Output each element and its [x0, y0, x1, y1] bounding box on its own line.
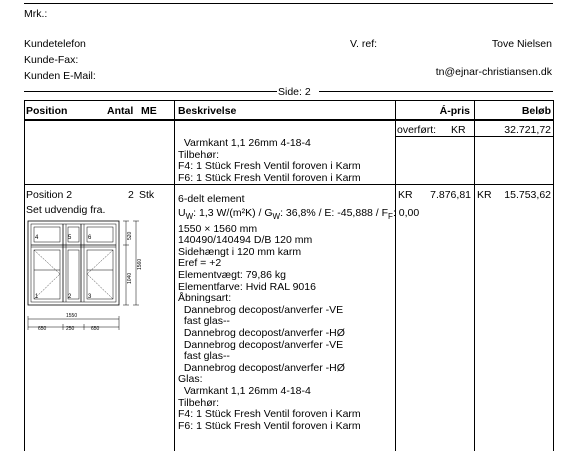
window-elevation-drawing — [25, 218, 145, 333]
col-header-apris: Á-pris — [439, 105, 470, 117]
dim-mid: 250 — [66, 326, 75, 332]
dim-left: 650 — [38, 326, 47, 332]
ref-label: V. ref: — [350, 38, 378, 50]
dim-top: 520 — [127, 231, 133, 240]
pane-number: 6 — [88, 235, 92, 241]
dim-right: 650 — [91, 326, 100, 332]
description-line: 6-delt element — [178, 193, 245, 205]
dim-width: 1550 — [66, 313, 78, 319]
pane-number: 5 — [68, 235, 72, 241]
col-header-antal: Antal — [107, 105, 134, 117]
fax-label: Kunde-Fax: — [24, 54, 79, 66]
item-total: 15.753,62 — [504, 189, 551, 201]
item-position: Position 2 — [26, 189, 73, 201]
item-description: 6-delt element $U_W$: 1,3 $W/(m^2K) / G_W$: 36,8% / E: $-45,888 / F_F$: 0,00 1550 × 1560 mm 140490/140494 D/B 120 mm Sidehængt i 120 mm karm Eref = +2 Elementvægt: 79,86 kg Elementfarve: Hvid RAL 9016 Åbningsart: Dannebrog decopost/anverfer -VE fast glas-- Dannebrog decopost/anverfer -HØ Dannebrog decopost/anverfer -VE fast glas-- Dannebrog decopost/anverfer -HØ Glas: Varmkant 1,1 26mm 4-18-4 Tilbehør: F4: 1 Stück Fresh Ventil foroven i Karm F6: 1 Stück Fresh Ventil foroven i Karm — [178, 193, 420, 432]
u-value-line: $U_W$: 1,3 $W/(m^2K) / G_W$: 36,8% / E: $-45,888 / F_F$: 0,00 — [178, 206, 420, 221]
col-header-me: ME — [141, 105, 157, 117]
item-total-currency: KR — [477, 189, 492, 201]
mrk-label: Mrk.: — [24, 8, 48, 20]
email-label: Kunden E-Mail: — [24, 70, 96, 82]
page-number: Side: 2 — [278, 86, 311, 98]
carry-over-currency: KR — [451, 124, 466, 136]
col-header-beskrivelse: Beskrivelse — [178, 105, 237, 117]
phone-label: Kundetelefon — [24, 38, 86, 50]
ref-email: tn@ejnar-christiansen.dk — [435, 66, 552, 78]
pane-number: 4 — [35, 235, 39, 241]
item-price-currency: KR — [398, 189, 413, 201]
item-unit: Stk — [139, 189, 155, 201]
pane-number: 2 — [68, 294, 72, 300]
dim-height: 1560 — [137, 258, 143, 270]
carry-over-amount: 32.721,72 — [504, 124, 551, 136]
pane-number: 3 — [88, 294, 92, 300]
carry-over-label: overført: — [397, 124, 437, 136]
pane-number: 1 — [35, 294, 39, 300]
dim-lower: 1040 — [127, 272, 133, 284]
col-header-position: Position — [26, 105, 68, 117]
item-qty: 2 — [128, 189, 134, 201]
item-subtitle: Set udvendig fra. — [26, 204, 106, 216]
item-unit-price: 7.876,81 — [430, 189, 471, 201]
previous-item-description: Varmkant 1,1 26mm 4-18-4 Tilbehør: F4: 1 Stück Fresh Ventil foroven i Karm F6: 1 Stück Fresh Ventil foroven i Karm — [178, 137, 361, 184]
ref-name: Tove Nielsen — [491, 38, 552, 50]
col-header-belob: Beløb — [521, 105, 551, 117]
